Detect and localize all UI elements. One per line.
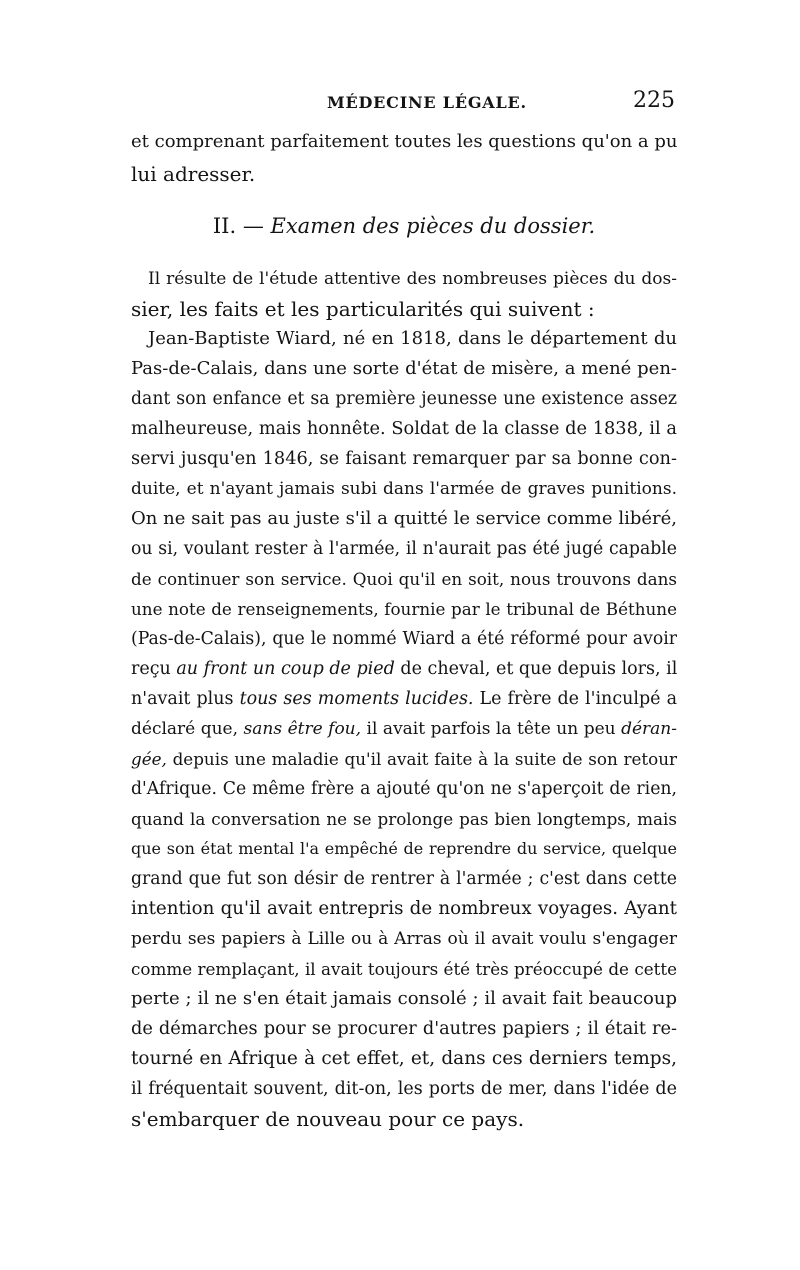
text-line: quand la conversation ne se prolonge pas bien longtemps, mais (131, 809, 677, 829)
text-line (131, 743, 677, 775)
text-line: ou si, voulant rester à l'armée, il n'aurait pas été jugé capable (131, 539, 677, 559)
text-line: grand que fut son désir de rentrer à l'armée ; c'est dans cette (131, 869, 677, 889)
text-line: de continuer son service. Quoi qu'il en soit, nous trouvons dans (131, 569, 677, 589)
text-line: comme remplaçant, il avait toujours été très préoccupé de cette (131, 959, 677, 979)
text-run: reçu (131, 659, 177, 679)
text-line: et comprenant parfaitement toutes les questions qu'on a pu (131, 131, 678, 152)
section-title: Examen des pièces du dossier. (270, 214, 596, 238)
text-line: perte ; il ne s'en était jamais consolé ; il avait fait beaucoup (131, 988, 677, 1009)
text-line: sier, les faits et les particularités qui suivent : (131, 297, 595, 321)
text-run: Le frère de l'inculpé a (473, 689, 677, 709)
text-line: tourné en Afrique à cet effet, et, dans ces derniers temps, (131, 1048, 677, 1069)
text-line: On ne sait pas au juste s'il a quitté le service comme libéré, (131, 508, 677, 529)
italic-run: sans être fou, (243, 719, 362, 739)
text-line: servi jusqu'en 1846, se faisant remarquer par sa bonne con- (131, 449, 677, 469)
text-line: Il résulte de l'étude attentive des nombreuses pièces du dos- (148, 269, 677, 289)
page-number: 225 (633, 88, 675, 113)
section-heading (131, 210, 677, 242)
text-run: il avait parfois la tête un peu (361, 719, 622, 739)
text-line: duite, et n'ayant jamais subi dans l'armée de graves punitions. (131, 479, 677, 499)
text-line: que son état mental l'a empêché de reprendre du service, quelque (131, 839, 677, 858)
text-run: de cheval, et que depuis lors, il (394, 659, 678, 679)
text-line: une note de renseignements, fournie par le tribunal de Béthune (131, 599, 677, 619)
text-run: depuis une maladie qu'il avait faite à la suite de son retour (166, 749, 677, 769)
text-line (131, 683, 677, 715)
text-line: de démarches pour se procurer d'autres papiers ; il était re- (131, 1019, 677, 1039)
text-line (131, 713, 677, 745)
text-line: Jean-Baptiste Wiard, né en 1818, dans le département du (148, 328, 677, 349)
text-line: lui adresser. (131, 162, 256, 186)
text-line: il fréquentait souvent, dit-on, les ports de mer, dans l'idée de (131, 1079, 677, 1099)
page-header (131, 88, 677, 122)
text-line: Pas-de-Calais, dans une sorte d'état de misère, a mené pen- (131, 358, 677, 379)
text-run: n'avait plus (131, 689, 240, 709)
text-line: (Pas-de-Calais), que le nommé Wiard a été réformé pour avoir (131, 629, 677, 649)
section-numeral: II. — (212, 214, 271, 238)
text-line: perdu ses papiers à Lille ou à Arras où il avait voulu s'engager (131, 929, 677, 949)
text-run: déclaré que, (131, 719, 244, 739)
text-line: malheureuse, mais honnête. Soldat de la classe de 1838, il a (131, 419, 677, 439)
italic-run: au front un coup de pied (176, 659, 395, 679)
text-line: s'embarquer de nouveau pour ce pays. (131, 1107, 525, 1131)
text-line (131, 653, 677, 685)
text-line: intention qu'il avait entrepris de nombreux voyages. Ayant (131, 898, 677, 919)
text-line: d'Afrique. Ce même frère a ajouté qu'on ne s'aperçoit de rien, (131, 779, 677, 799)
text-line: dant son enfance et sa première jeunesse une existence assez (131, 389, 677, 409)
running-title: MÉDECINE LÉGALE. (327, 93, 527, 112)
italic-run: gée, (131, 749, 167, 769)
italic-run: déran- (621, 719, 677, 739)
italic-run: tous ses moments lucides. (239, 689, 474, 709)
